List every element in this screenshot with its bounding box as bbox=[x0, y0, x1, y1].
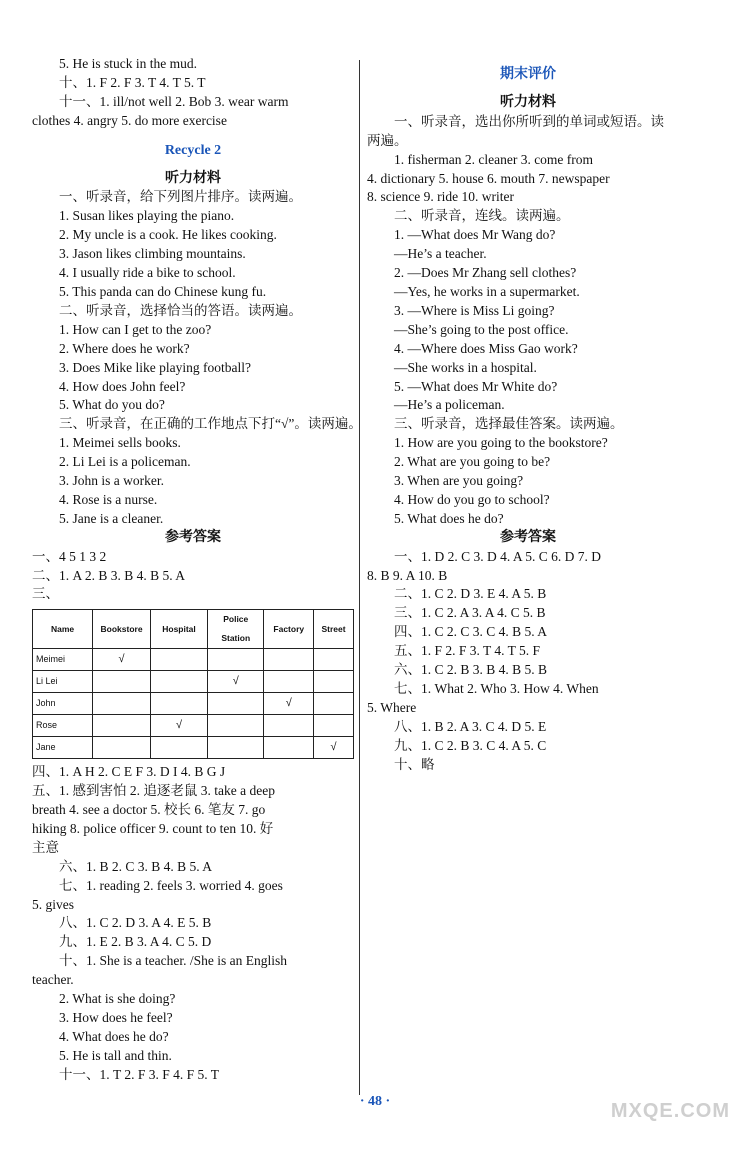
table-name-cell: Jane bbox=[33, 737, 93, 759]
text-line: 2. Where does he work? bbox=[59, 340, 190, 356]
table-cell bbox=[151, 737, 208, 759]
text-line: 三、 bbox=[32, 586, 59, 602]
text-line: 一、听录音，选出你所听到的单词或短语。读 bbox=[394, 113, 664, 129]
check-mark-cell: √ bbox=[314, 737, 354, 759]
text-line: 主意 bbox=[32, 839, 59, 855]
text-line: 四、1. A H 2. C E F 3. D I 4. B G J bbox=[32, 764, 226, 780]
table-header-cell: Street bbox=[314, 610, 354, 649]
text-line: 2. Li Lei is a policeman. bbox=[59, 454, 191, 470]
left-listening-material bbox=[32, 188, 362, 528]
text-line: 二、1. A 2. B 3. B 4. B 5. A bbox=[32, 567, 186, 583]
text-line: 3. When are you going? bbox=[394, 473, 524, 489]
table-name-cell: Meimei bbox=[33, 649, 93, 671]
text-line: 5. gives bbox=[32, 896, 74, 912]
left-intro bbox=[32, 55, 354, 131]
table-cell bbox=[208, 649, 264, 671]
table-cell bbox=[208, 737, 264, 759]
left-listening-title: 听力材料 bbox=[165, 170, 221, 186]
text-line: 八、1. B 2. A 3. C 4. D 5. E bbox=[394, 718, 547, 734]
text-line: 十、1. F 2. F 3. T 4. T 5. T bbox=[59, 74, 206, 90]
right-listening-material bbox=[367, 113, 689, 529]
left-column bbox=[32, 55, 362, 1085]
table-cell bbox=[208, 693, 264, 715]
table-header-row bbox=[33, 610, 354, 649]
text-line: 二、听录音，连线。读两遍。 bbox=[394, 208, 570, 224]
text-line: 五、1. 感到害怕 2. 追逐老鼠 3. take a deep bbox=[32, 783, 275, 799]
text-line: —He’s a teacher. bbox=[394, 246, 487, 262]
table-header-cell: Factory bbox=[264, 610, 314, 649]
text-line: 5. —What does Mr White do? bbox=[394, 378, 558, 394]
text-line: 4. I usually ride a bike to school. bbox=[59, 265, 236, 281]
table-row bbox=[33, 671, 354, 693]
text-line: 七、1. reading 2. feels 3. worried 4. goes bbox=[59, 877, 283, 893]
left-answer-title: 参考答案 bbox=[165, 529, 221, 545]
text-line: 一、听录音，给下列图片排序。读两遍。 bbox=[59, 189, 302, 205]
table-cell bbox=[264, 715, 314, 737]
text-line: 4. dictionary 5. house 6. mouth 7. newspaper bbox=[367, 170, 610, 186]
text-line: 三、1. C 2. A 3. A 4. C 5. B bbox=[394, 605, 546, 621]
table-cell bbox=[314, 671, 354, 693]
table-cell bbox=[93, 715, 151, 737]
table-header-cell: Hospital bbox=[151, 610, 208, 649]
text-line: 十一、1. T 2. F 3. F 4. F 5. T bbox=[59, 1066, 220, 1082]
check-mark-cell: √ bbox=[151, 715, 208, 737]
table-cell bbox=[264, 671, 314, 693]
workplace-answer-table bbox=[32, 609, 354, 759]
text-line: 十、略 bbox=[394, 756, 435, 772]
table-cell bbox=[314, 693, 354, 715]
text-line: 两遍。 bbox=[367, 132, 408, 148]
text-line: 七、1. What 2. Who 3. How 4. When bbox=[394, 681, 599, 696]
text-line: 3. John is a worker. bbox=[59, 473, 164, 489]
text-line: 4. How do you go to school? bbox=[394, 491, 550, 507]
text-line: 5. Jane is a cleaner. bbox=[59, 510, 164, 526]
text-line: 5. This panda can do Chinese kung fu. bbox=[59, 283, 267, 299]
text-line: 一、1. D 2. C 3. D 4. A 5. C 6. D 7. D bbox=[394, 548, 602, 564]
check-mark-cell: √ bbox=[208, 671, 264, 693]
text-line: 5. What do you do? bbox=[59, 397, 165, 413]
check-mark-cell: √ bbox=[93, 649, 151, 671]
text-line: 二、听录音，选择恰当的答语。读两遍。 bbox=[59, 302, 302, 318]
text-line: 5. What does he do? bbox=[394, 510, 504, 526]
text-line: 5. Where bbox=[367, 699, 417, 715]
text-line: 九、1. C 2. B 3. C 4. A 5. C bbox=[394, 737, 547, 753]
text-line: 4. What does he do? bbox=[59, 1028, 169, 1044]
table-cell bbox=[208, 715, 264, 737]
table-header-cell: Bookstore bbox=[93, 610, 151, 649]
text-line: 八、1. C 2. D 3. A 4. E 5. B bbox=[59, 915, 212, 931]
text-line: 3. How does he feel? bbox=[59, 1009, 173, 1025]
text-line: 四、1. C 2. C 3. C 4. B 5. A bbox=[394, 624, 548, 640]
table-cell bbox=[314, 649, 354, 671]
text-line: 3. Does Mike like playing football? bbox=[59, 359, 251, 375]
text-line: 2. What is she doing? bbox=[59, 991, 176, 1007]
text-line: 1. How can I get to the zoo? bbox=[59, 321, 212, 337]
check-mark-cell: √ bbox=[264, 693, 314, 715]
text-line: 一、4 5 1 3 2 bbox=[32, 548, 107, 564]
right-listening-title: 听力材料 bbox=[500, 94, 556, 110]
right-answers bbox=[367, 548, 689, 775]
page-number: · 48 · bbox=[359, 1094, 391, 1109]
table-cell bbox=[151, 671, 208, 693]
watermark-logo: MXQE.COM bbox=[610, 1100, 730, 1122]
text-line: 4. Rose is a nurse. bbox=[59, 491, 158, 507]
table-header-cell: Name bbox=[33, 610, 93, 649]
table-row bbox=[33, 737, 354, 759]
text-line: teacher. bbox=[32, 972, 74, 988]
text-line: —She works in a hospital. bbox=[394, 359, 537, 375]
text-line: 十一、1. ill/not well 2. Bob 3. wear warm bbox=[59, 93, 289, 109]
text-line: 九、1. E 2. B 3. A 4. C 5. D bbox=[59, 934, 212, 950]
table-name-cell: Li Lei bbox=[33, 671, 93, 693]
table-cell bbox=[93, 671, 151, 693]
text-line: 2. What are you going to be? bbox=[394, 454, 551, 470]
text-line: 3. —Where is Miss Li going? bbox=[394, 302, 555, 318]
table-cell bbox=[93, 737, 151, 759]
text-line: 1. How are you going to the bookstore? bbox=[394, 435, 608, 451]
text-line: 4. How does John feel? bbox=[59, 378, 186, 394]
text-line: 8. science 9. ride 10. writer bbox=[367, 189, 514, 205]
table-cell bbox=[314, 715, 354, 737]
text-line: 2. My uncle is a cook. He likes cooking. bbox=[59, 227, 277, 243]
table-name-cell: Rose bbox=[33, 715, 93, 737]
right-answer-title: 参考答案 bbox=[500, 529, 556, 545]
table-cell bbox=[151, 693, 208, 715]
left-answers-pre bbox=[32, 548, 354, 605]
text-line: 三、听录音，选择最佳答案。读两遍。 bbox=[394, 416, 624, 432]
table-cell bbox=[93, 693, 151, 715]
text-line: —Yes, he works in a supermarket. bbox=[394, 283, 580, 299]
table-cell bbox=[151, 649, 208, 671]
text-line: 二、1. C 2. D 3. E 4. A 5. B bbox=[394, 586, 547, 602]
text-line: 3. Jason likes climbing mountains. bbox=[59, 246, 246, 262]
text-line: hiking 8. police officer 9. count to ten 10. 好 bbox=[32, 820, 274, 836]
text-line: —She’s going to the post office. bbox=[394, 321, 569, 337]
text-line: 六、1. B 2. C 3. B 4. B 5. A bbox=[59, 858, 213, 874]
text-line: 1. Meimei sells books. bbox=[59, 435, 181, 451]
text-line: —He’s a policeman. bbox=[394, 397, 505, 413]
text-line: 5. He is stuck in the mud. bbox=[59, 56, 197, 71]
table-cell bbox=[264, 737, 314, 759]
text-line: 8. B 9. A 10. B bbox=[367, 567, 448, 583]
text-line: clothes 4. angry 5. do more exercise bbox=[32, 112, 227, 128]
text-line: 六、1. C 2. B 3. B 4. B 5. B bbox=[394, 662, 548, 678]
text-line: breath 4. see a doctor 5. 校长 6. 笔友 7. go bbox=[32, 802, 266, 817]
table-row bbox=[33, 693, 354, 715]
final-evaluation-title: 期末评价 bbox=[500, 67, 556, 82]
text-line: 2. —Does Mr Zhang sell clothes? bbox=[394, 265, 577, 281]
text-line: 十、1. She is a teacher. /She is an English bbox=[59, 953, 287, 969]
column-divider bbox=[359, 60, 360, 1095]
table-header-cell: Police Station bbox=[208, 610, 264, 649]
text-line: 五、1. F 2. F 3. T 4. T 5. F bbox=[394, 643, 541, 659]
recycle-2-title: Recycle 2 bbox=[164, 142, 222, 158]
text-line: 三、听录音，在正确的工作地点下打“√”。读两遍。 bbox=[59, 416, 362, 432]
left-answers-post bbox=[32, 763, 354, 1084]
table-name-cell: John bbox=[33, 693, 93, 715]
right-column bbox=[367, 55, 689, 775]
text-line: 5. He is tall and thin. bbox=[59, 1047, 172, 1063]
table-row bbox=[33, 649, 354, 671]
text-line: 4. —Where does Miss Gao work? bbox=[394, 340, 578, 356]
text-line: 1. Susan likes playing the piano. bbox=[59, 208, 235, 224]
table-cell bbox=[264, 649, 314, 671]
text-line: 1. fisherman 2. cleaner 3. come from bbox=[394, 151, 594, 167]
text-line: 1. —What does Mr Wang do? bbox=[394, 227, 556, 243]
table-row bbox=[33, 715, 354, 737]
